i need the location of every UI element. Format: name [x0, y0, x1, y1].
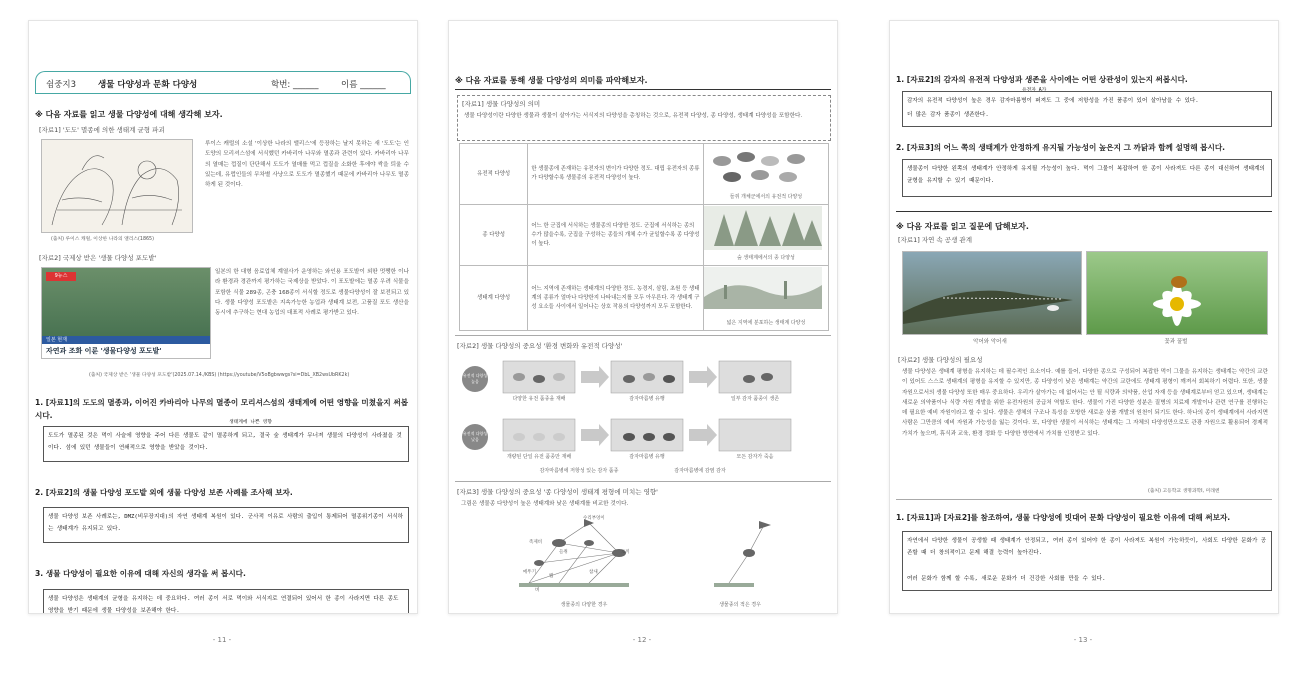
answer-2-text: 생물 다양성 보존 사례로는, DMZ(비무장지대)의 자연 생태계 복원이 있다. 군사적 이유로 사람의 출입이 통제되어 멸종위기종이 서식하는 생태계가 유지되고 있다.: [48, 514, 404, 532]
row-text: 어느 한 군집에 서식하는 생물종의 다양한 정도. 군집에 서식하는 종의 수가 많을수록, 군집을 구성하는 종들의 개체 수가 균일할수록 종 다양성이 높다.: [528, 205, 704, 266]
page-number-11: - 11 -: [212, 636, 232, 644]
material-2-caption-12: [자료2] 생물 다양성의 중요성 '환경 변화와 유전적 다양성': [457, 342, 623, 350]
web-label: 토끼: [621, 550, 630, 555]
material-2-source: (출처) 국제상 받은 '생물 다양성 포도밭'(2025.07.14./KBS) (https://youtube/V5oBgbwwgs?si=DbL_XB2wsUbRK2k): [89, 373, 350, 378]
step-caption: 개량된 단일 유전 품종만 재배: [506, 454, 572, 460]
circle-b-label: 유전적 다양성 낮음: [462, 431, 488, 442]
worksheet-page-11: [28, 20, 418, 614]
legend-resistant: 감자마름병에 저항성 있는 감자 품종: [539, 468, 619, 474]
student-number-field[interactable]: 학번: ______: [271, 80, 319, 90]
answer-2-box-13[interactable]: [902, 159, 1272, 197]
answer-3-box-13[interactable]: [902, 531, 1272, 591]
question-3-13: 1. [자료1]과 [자료2]를 참조하여, 생물 다양성에 빗대어 문화 다양성이 필요한 이유에 대해 써보자.: [896, 513, 1231, 522]
row-label: 종 다양성: [460, 205, 528, 266]
row-label: 생태계 다양성: [460, 266, 528, 331]
answer-2-text-13: 생물종이 다양한 왼쪽의 생태계가 안정하게 유지될 가능성이 높다. 먹이 그물이 복잡하여 한 종이 사라져도 다른 종이 대신하여 생태계의 균형을 유지할 수 있기 때문이다.: [907, 166, 1265, 184]
section-divider: [455, 481, 831, 482]
row-image-cell: [703, 266, 828, 331]
mice-illustration: [704, 145, 822, 199]
web-caption-left: 생물종의 다양한 경우: [560, 602, 608, 608]
web-label: 수리부엉이: [583, 516, 605, 521]
web-label: 뱀: [549, 574, 554, 579]
news-banner-tag: 일본 현재: [42, 336, 210, 344]
material-2-source-13: (출처) 고등학교 생명과학Ⅰ, 미래엔: [1148, 489, 1220, 494]
instruction-heading: ※ 다음 자료를 읽고 생물 다양성에 대해 생각해 보자.: [35, 110, 223, 119]
row-label: 유전적 다양성: [460, 144, 528, 205]
answer-3-line3-13: 여러 문화가 함께 할 수록, 새로운 문화가 더 건강한 사회를 만들 수 있다.: [907, 576, 1106, 582]
question-1-13: 1. [자료2]의 감자의 유전적 다양성과 생존을 사이에는 어떤 상관성이 있는지 써봅시다.: [896, 75, 1188, 84]
material-2-text-13: 생물 다양성은 생태계 평형을 유지하는 데 필수적인 요소이다. 예를 들어, 다양한 종으로 구성되어 복잡한 먹이 그물을 유지하는 생태계는 약간의 교란이 있어도 스스로 생태계의 평형을 유지할 수 있지만, 종 다양성이 낮은 생태계는 약간의 교란에도 생태계 평형이 깨져서 회복하기 어렵다. 또한, 생물 자원으로서의 생물 다양성 또한 매우 중요하다. 우리가 살아가는 데 없어서는 안 될 식량과 의약품, 산업 자재 등을 생태계로부터 얻고 있으며, 생태계는 새로운 의약품이나 식량 자원 개발을 위한 유전자원의 공급처 역할도 한다. 생물이 가진 다양한 성분은 질병의 치료제 개발이나 관련 연구를 진행하는 데 필요한 예비 자원이라고 할 수 있다. 생물은 생체의 구조나 특성을 모방한 새로운 상품 개발의 원천이 되기도 한다. 하나의 종이 생태계에서 사라지면 사람은 그만큼의 예비 자원과 가능성을 잃는 것이다. 또, 다양한 생물이 서식하는 생태계는 그 자체의 다양성만으로도 관광 자원으로 활용되어 경제적 가치가 높으며, 휴식과 교육, 환경 정화 등 다양한 방면에서 가치를 인정받고 있다.: [902, 369, 1268, 437]
forest-illustration: [704, 206, 822, 260]
material-1-box-12: [457, 95, 831, 141]
step-caption: 모든 감자가 죽음: [736, 454, 774, 460]
row-text: 어느 지역에 존재하는 생태계의 다양한 정도. 농경지, 삼림, 초원 등 생태계의 종류가 얼마나 다양한지 나타내는지를 모두 아우른다. 각 생태계 구성 요소들 사이에서 일어나는 상호 작용의 다양성까지 모두 포함한다.: [528, 266, 704, 331]
section-divider: [455, 335, 831, 336]
worksheet-page-13: [889, 20, 1279, 614]
photo-caption-left: 악어와 악어새: [973, 339, 1007, 345]
answer-3-text-13: 자연에서 다양한 생물이 공생할 때 생태계가 안정되고, 여러 종이 있어야 한 종이 사라져도 복원이 가능하듯이, 사회도 다양한 문화가 공존할 때 더 창의적이고 문제 해결 능력이 높아진다.: [907, 538, 1267, 556]
web-label: 벼: [535, 588, 540, 593]
header-rule: [35, 93, 411, 94]
web-caption-right: 생물종의 적은 경우: [719, 602, 761, 608]
food-web-diagram: [499, 513, 799, 599]
material-1-caption-12: [자료1] 생물 다양성의 의미: [462, 100, 541, 108]
photo-caption-right: 꽃과 꿀벌: [1164, 339, 1188, 345]
answer-1-note-13: 유전자 A가: [1022, 88, 1047, 93]
answer-1-box-13[interactable]: [902, 91, 1272, 127]
material-1-caption: [자료1] '도도' 멸종에 의한 생태계 균형 파괴: [39, 126, 165, 134]
web-label: 족제비: [529, 540, 543, 545]
landscape-illustration: [704, 267, 822, 325]
section-divider-13: [896, 211, 1272, 212]
answer-1-box[interactable]: [43, 426, 409, 462]
row-text: 한 생물종에 존재하는 유전자의 변이가 다양한 정도. 대립 유전자의 종류가 다양할수록 생물종의 유전적 다양성이 높다.: [528, 144, 704, 205]
row-image-caption: 숲 생태계에서의 종 다양성: [736, 255, 795, 261]
material-1-caption-13: [자료1] 자연 속 공생 관계: [898, 236, 972, 244]
row-image-cell: [703, 144, 828, 205]
web-label: 참새: [589, 570, 598, 575]
step-caption: 감자마름병 유행: [629, 396, 665, 402]
crocodile-photo: [902, 251, 1082, 335]
material-2-caption-13: [자료2] 생물 다양성의 필요성: [898, 356, 983, 364]
table-row: [460, 144, 829, 205]
news-banner-headline: 자연과 조화 이룬 '생물다양성 포도밭': [42, 344, 210, 358]
student-name-field[interactable]: 이름 ______: [341, 80, 386, 90]
instruction-heading-13: ※ 다음 자료를 읽고 질문에 답해보자.: [896, 222, 1029, 231]
answer-3-box[interactable]: [43, 589, 409, 614]
web-label: 들쥐: [559, 550, 568, 555]
lesson-number: 쉼중지3: [46, 80, 77, 90]
section-divider-13b: [896, 499, 1272, 500]
vineyard-news-image: [41, 267, 211, 359]
step-caption: 감자마름병 유행: [629, 454, 665, 460]
page-number-12: - 12 -: [632, 636, 652, 644]
page-number-13: - 13 -: [1073, 636, 1093, 644]
worksheet-page-12: [448, 20, 838, 614]
answer-2-box[interactable]: [43, 507, 409, 543]
material-3-caption-12: [자료3] 생물 다양성의 중요성 '종 다양성이 생태계 평형에 미치는 영향': [457, 488, 658, 496]
circle-a-label: 유전적 다양성 높음: [462, 373, 488, 384]
web-label: 메뚜기: [523, 570, 537, 575]
material-2-caption: [자료2] 국제상 받은 '생물 다양성 포도밭': [39, 254, 157, 262]
row-image-cell: [703, 205, 828, 266]
legend-infected: 감자마름병에 감염 감자: [674, 468, 726, 474]
heading-rule-12: [455, 89, 831, 90]
lesson-title: 생물 다양성과 문화 다양성: [98, 80, 198, 90]
diversity-table: [459, 143, 829, 331]
step-caption: 다양한 유전 품종을 재배: [512, 396, 566, 402]
question-3: 3. 생물 다양성이 필요한 이유에 대해 자신의 생각을 써 봅시다.: [35, 569, 246, 578]
answer-1-note: 생태계에 나쁜 영향: [229, 420, 272, 425]
material-1-text: 루이스 캐럴의 소설 '이상한 나라의 앨리스'에 등장하는 날지 못하는 새 '도도'는 인도양의 모리셔스섬에 서식했던 카바리아 나무와 멸종과 관련이 있다. 카바리아 나무의 열매는 껍질이 단단해서 도도가 열매를 먹고 껍질을 소화한 후에야 싹을 틔울 수 있는데, 유럽인들의 무차별 사냥으로 도도가 멸종했기 때문에 카바리아 나무도 멸종하게 된 것이다.: [205, 141, 409, 189]
alice-dodo-illustration: [41, 139, 193, 233]
answer-3-text: 생물 다양성은 생태계의 균형을 유지하는 데 중요하다. 여러 종이 서로 먹이와 서식지로 연결되어 있어서 한 종이 사라지면 다른 종도 영향을 받기 때문에 생물 다양성을 보존해야 한다.: [48, 596, 399, 614]
question-1: 1. [자료1]의 도도의 멸종과, 이어진 카바리아 나무의 멸종이 모리셔스섬의 생태계에 어떤 영향을 미쳤을지 써봅시다.: [35, 398, 409, 420]
question-2: 2. [자료2]의 생물 다양성 포도밭 외에 생물 다양성 보존 사례를 조사해 보자.: [35, 488, 293, 497]
row-image-caption: 넓은 지역에 분포하는 생태계 다양성: [726, 320, 806, 326]
answer-1-line2-13: 더 많은 감자 품종이 생존한다.: [907, 112, 989, 118]
question-2-13: 2. [자료3]의 어느 쪽의 생태계가 안정하게 유지될 가능성이 높은지 그 까닭과 함께 설명해 봅시다.: [896, 143, 1226, 152]
table-row: [460, 266, 829, 331]
instruction-heading-12: ※ 다음 자료를 통해 생물 다양성의 의미를 파악해보자.: [455, 76, 648, 85]
answer-1-text: 도도가 멸종된 것은 먹이 사슬에 영향을 주어 다른 생물도 같이 멸종하게 되고, 결국 숲 생태계가 무너져 생물의 다양성이 사라졌을 것이다. 섬에 있던 생물들이 연쇄적으로 영향을 받았을 것이다.: [48, 433, 402, 451]
news-logo: 9뉴스: [46, 272, 76, 281]
material-2-text: 일본의 한 대형 음료업체 계열사가 운영하는 와인용 포도밭이 외딴 멋쨍한 이나라 환경과 경관까지 평가하는 국제상을 받았다. 이 포도밭에는 멸종 우려 식물을 포함한 식물 289종, 곤충 168종이 서식할 정도로 생물다양성이 잘 보전되고 있다. 생물 다양성 포도밭은 지속가능한 농업과 생태계 보전, 고품질 포도 생산을 동시에 추구하는 현대 농업의 대표적 사례로 평가받고 있다.: [215, 269, 409, 317]
material-3-text-12: 그림은 생물종 다양성이 높은 생태계와 낮은 생태계를 비교한 것이다.: [461, 501, 629, 507]
answer-1-text-13: 감자의 유전적 다양성이 높은 경우 감자마름병이 퍼져도 그 중에 저항성을 가진 품종이 있어 살아남을 수 있다.: [907, 98, 1199, 104]
material-1-text-12: 생물 다양성이란 다양한 생물과 생물이 살아가는 서식지의 다양성을 총칭하는 것으로, 유전적 다양성, 종 다양성, 생태계 다양성을 포함한다.: [464, 113, 803, 119]
row-image-caption: 들쥐 개체군에서의 유전적 다양성: [729, 194, 803, 200]
bee-flower-photo: [1086, 251, 1268, 335]
material-1-source: (출처) 루이스 캐럴, 이상한 나라의 앨리스(1865): [51, 237, 154, 242]
table-row: [460, 205, 829, 266]
lesson-header: [35, 71, 411, 94]
step-caption: 일부 감자 품종이 생존: [730, 396, 780, 402]
